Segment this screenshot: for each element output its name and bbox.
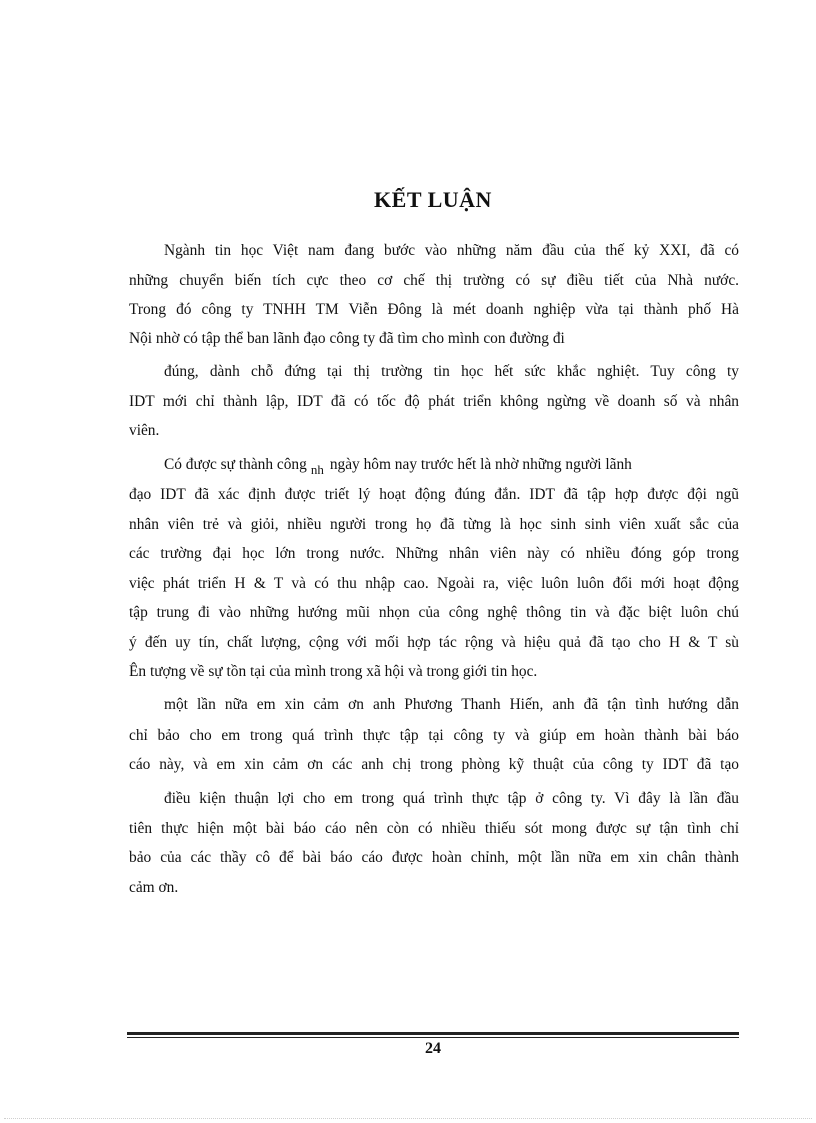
page-edge-divider <box>4 1118 812 1119</box>
page-title: KẾT LUẬN <box>374 186 492 212</box>
paragraph-5-line-1: điều kiện thuận lợi cho em trong quá trình thực tập ở công ty. Vì đây là lần đầu <box>164 790 739 807</box>
paragraph-3-line-1 <box>164 452 739 478</box>
footer-rule-thick <box>127 1032 739 1035</box>
footer-rule-thin <box>127 1037 739 1038</box>
paragraph-4-line-3: cáo này, và em xin cảm ơn các anh chị trong phòng kỹ thuật của công ty IDT đã tạo <box>129 756 739 773</box>
paragraph-1-line-3: Trong đó công ty TNHH TM Viễn Đông là mét doanh nghiệp vừa tại thành phố Hà <box>129 301 739 318</box>
paragraph-1-line-4: Nội nhờ có tập thể ban lãnh đạo công ty đã tìm cho mình con đường đi <box>129 330 565 347</box>
paragraph-2-line-3: viên. <box>129 422 160 439</box>
paragraph-3-line-6: tập trung đi vào những hướng mũi nhọn của công nghệ thông tin và đặc biệt luôn chú <box>129 604 739 621</box>
paragraph-3-line-4: các trường đại học lớn trong nước. Những nhân viên này có nhiều đóng góp trong <box>129 545 739 562</box>
paragraph-1-line-1: Ngành tin học Việt nam đang bước vào những năm đầu của thế kỷ XXI, đã có <box>164 242 739 259</box>
paragraph-5-line-3: bảo của các thầy cô để bài báo cáo được hoàn chỉnh, một lần nữa em xin chân thành <box>129 849 739 866</box>
paragraph-1-line-2: những chuyển biến tích cực theo cơ chế thị trường có sự điều tiết của Nhà nước. <box>129 272 739 289</box>
paragraph-3-line-1-sub: nh <box>310 462 324 477</box>
paragraph-3-line-5: việc phát triển H & T và có thu nhập cao. Ngoài ra, việc luôn luôn đổi mới hoạt động <box>129 575 739 592</box>
paragraph-5-line-2: tiên thực hiện một bài báo cáo nên còn có nhiều thiếu sót mong được sự tận tình chỉ <box>129 820 739 837</box>
paragraph-2-line-2: IDT mới chỉ thành lập, IDT đã có tốc độ phát triển không ngừng về doanh số và nhân <box>129 393 739 410</box>
page-number: 24 <box>425 1040 441 1057</box>
paragraph-2-line-1: đúng, dành chỗ đứng tại thị trường tin học hết sức khắc nghiệt. Tuy công ty <box>164 363 739 380</box>
paragraph-3-line-7: ý đến uy tín, chất lượng, cộng với mối hợp tác rộng và hiệu quả đã tạo cho H & T sù <box>129 634 739 651</box>
paragraph-4-line-2: chỉ bảo cho em trong quá trình thực tập tại công ty và giúp em hoàn thành bài báo <box>129 727 739 744</box>
paragraph-3-line-8: Ên tượng về sự tồn tại của mình trong xã hội và trong giới tin học. <box>129 663 538 680</box>
paragraph-4-line-1: một lần nữa em xin cảm ơn anh Phương Thanh Hiến, anh đã tận tình hướng dẫn <box>164 696 739 713</box>
paragraph-3-line-2: đạo IDT đã xác định được triết lý hoạt động đúng đắn. IDT đã tập hợp được đội ngũ <box>129 486 739 503</box>
paragraph-3-line-1-end: ngày hôm nay trước hết là nhờ những người lãnh <box>329 456 632 473</box>
paragraph-3-line-1-start: Có được sự thành công <box>164 456 307 473</box>
paragraph-5-line-4: cảm ơn. <box>129 879 179 896</box>
paragraph-3-line-3: nhân viên trẻ và giỏi, nhiều người trong họ đã từng là học sinh sinh viên xuất sắc của <box>129 516 739 533</box>
